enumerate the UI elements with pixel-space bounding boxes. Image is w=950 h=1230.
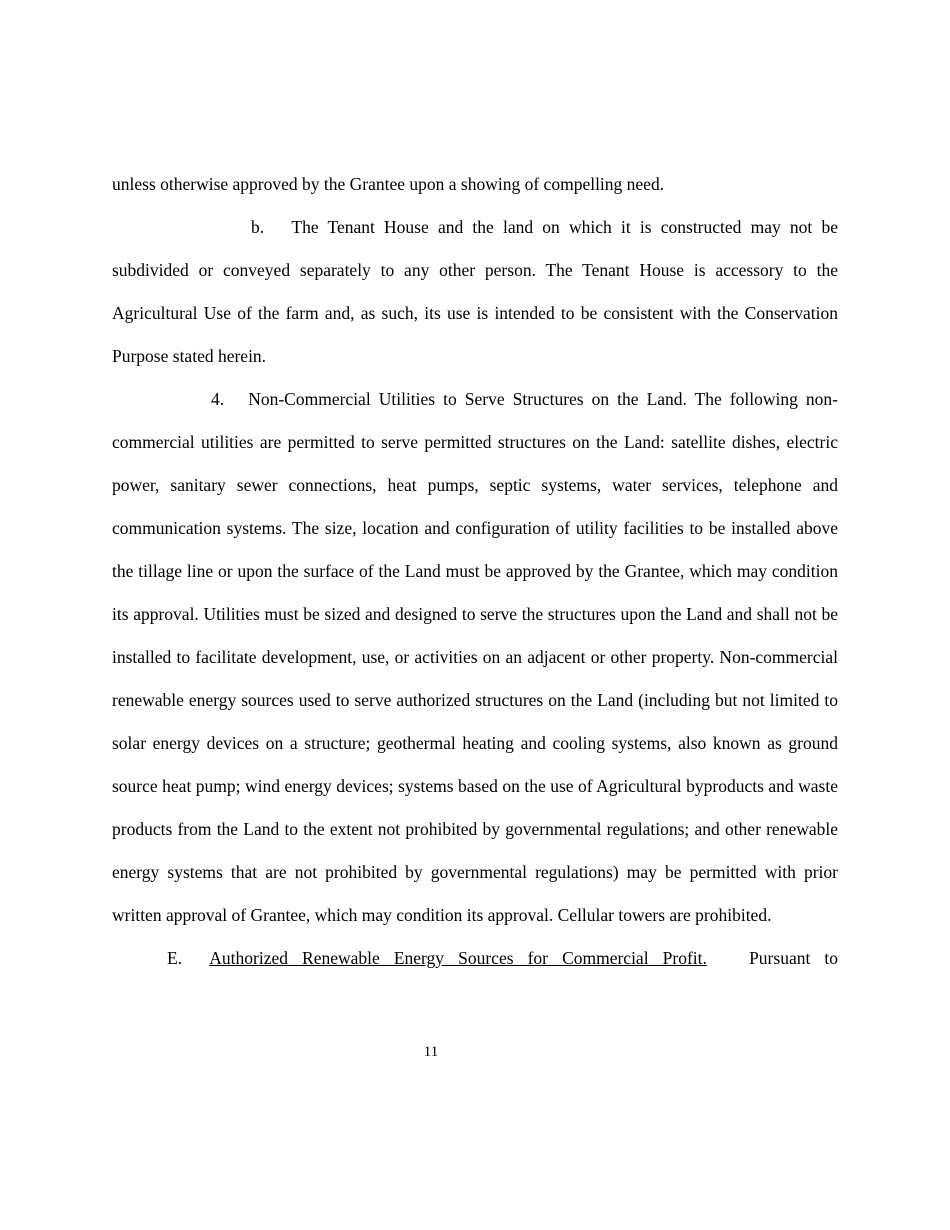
section-e-paragraph <box>112 937 838 980</box>
section-e-marker: E. <box>167 948 183 968</box>
item-4-marker: 4. <box>211 389 225 409</box>
section-e-heading: Authorized Renewable Energy Sources for Commercial Profit. <box>209 948 707 968</box>
item-4-text: Non-Commercial Utilities to Serve Structures on the Land. The following non-commercial utilities are permitted to serve permitted structures on the Land: satellite dishes, electric power, sanitary sewer connections, heat pumps, septic systems, water services, telephone and communication systems. The size, location and configuration of utility facilities to be installed above the tillage line or upon the surface of the Land must be approved by the Grantee, which may condition its approval. Utilities must be sized and designed to serve the structures upon the Land and shall not be installed to facilitate development, use, or activities on an adjacent or other property. Non-commercial renewable energy sources used to serve authorized structures on the Land (including but not limited to solar energy devices on a structure; geothermal heating and cooling systems, also known as ground source heat pump; wind energy devices; systems based on the use of Agricultural byproducts and waste products from the Land to the extent not prohibited by governmental regulations; and other renewable energy systems that are not prohibited by governmental regulations) may be permitted with prior written approval of Grantee, which may condition its approval. Cellular towers are prohibited. <box>112 389 839 925</box>
page-number: 11 <box>423 1044 439 1060</box>
continuation-paragraph <box>112 163 838 206</box>
item-b-text: The Tenant House and the land on which it is constructed may not be subdivided or conveyed separately to any other person. The Tenant House is accessory to the Agricultural Use of the farm and, as such, its use is intended to be consistent with the Conservation Purpose stated herein. <box>112 217 838 366</box>
item-b-paragraph <box>112 206 838 378</box>
item-b-marker: b. <box>251 217 265 237</box>
document-body <box>112 163 838 980</box>
item-4-paragraph <box>112 378 838 937</box>
continuation-text: unless otherwise approved by the Grantee upon a showing of compelling need. <box>112 174 665 194</box>
section-e-text: Pursuant to <box>749 948 839 968</box>
